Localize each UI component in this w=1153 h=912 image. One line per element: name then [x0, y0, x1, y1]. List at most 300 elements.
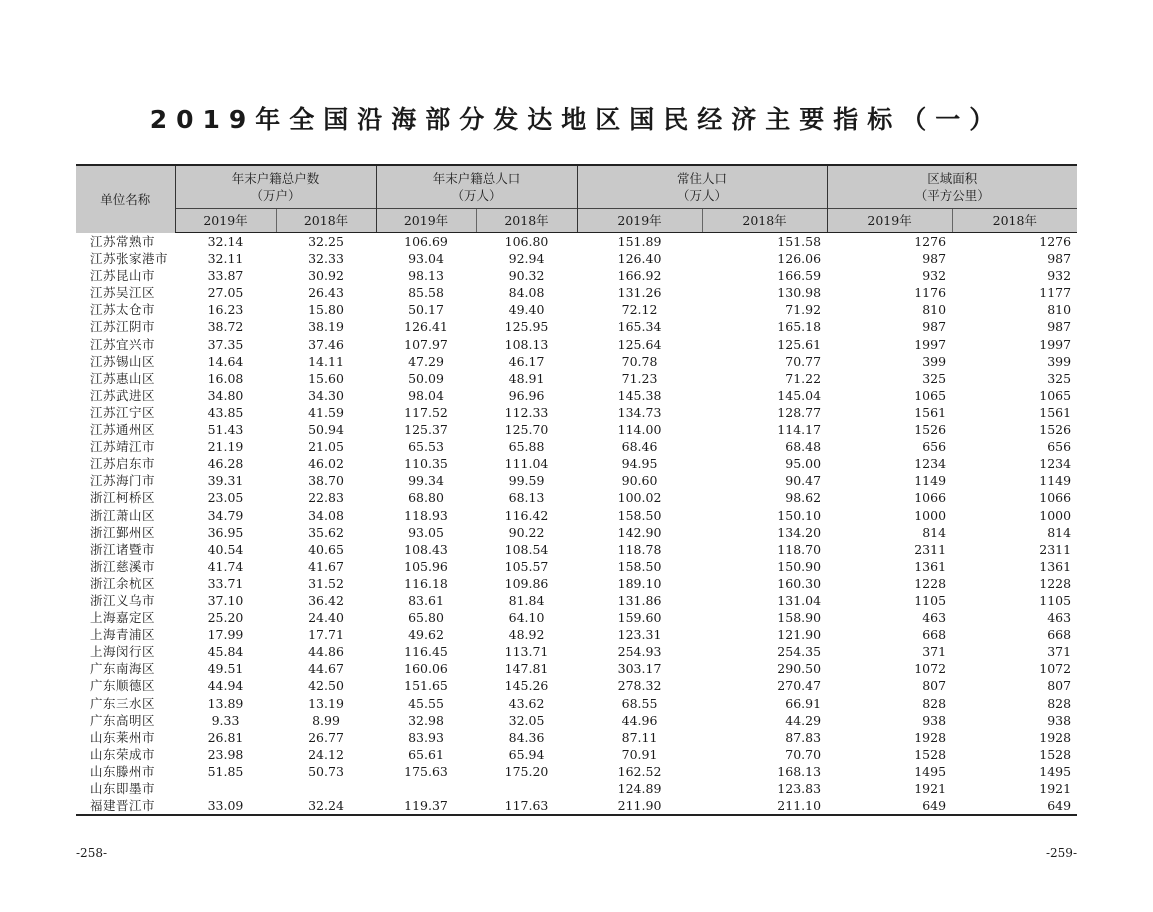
cell-area-2019: 1361	[914, 558, 947, 574]
cell-resident-pop-2019: 303.17	[617, 661, 662, 677]
header-year-area-2018: 2018年	[952, 209, 1077, 233]
table-row	[76, 592, 1077, 609]
cell-households-2019: 41.74	[207, 558, 244, 574]
cell-resident-pop-2019: 94.95	[621, 456, 658, 472]
cell-resident-pop-2019: 124.89	[617, 781, 662, 796]
cell-households-2019: 39.31	[207, 473, 244, 489]
cell-area-2018: 1177	[1039, 285, 1072, 301]
cell-area-2019: 1000	[914, 507, 947, 523]
cell-households-2019: 38.72	[207, 319, 244, 335]
cell-households-2019: 51.85	[207, 763, 244, 779]
header-group-area-name: 区域面积	[927, 171, 978, 186]
cell-resident-pop-2019: 131.26	[617, 285, 662, 301]
table-row	[76, 387, 1077, 404]
cell-registered-pop-2018: 113.71	[504, 644, 549, 660]
cell-households-2019: 26.81	[207, 729, 244, 745]
cell-registered-pop-2018: 99.59	[508, 473, 545, 489]
cell-resident-pop-2018: 166.59	[777, 268, 822, 284]
cell-area-2019: 1928	[914, 729, 947, 745]
row-unit-name: 广东顺德区	[90, 678, 156, 694]
cell-registered-pop-2019: 151.65	[404, 678, 448, 694]
cell-resident-pop-2019: 125.64	[617, 336, 662, 352]
table-row	[76, 541, 1077, 558]
cell-area-2019: 1149	[914, 473, 947, 489]
cell-resident-pop-2018: 95.00	[785, 456, 822, 472]
cell-households-2018: 24.40	[308, 610, 344, 626]
table-row	[76, 780, 1077, 797]
cell-households-2018: 22.83	[308, 490, 344, 506]
cell-registered-pop-2019	[376, 780, 476, 797]
cell-registered-pop-2019: 50.17	[408, 302, 444, 318]
table-row	[76, 267, 1077, 284]
table-row	[76, 729, 1077, 746]
cell-resident-pop-2019: 278.32	[617, 678, 662, 694]
cell-registered-pop-2018: 92.94	[508, 251, 545, 267]
header-year-registered-2018: 2018年	[476, 209, 577, 233]
header-group-resident-population-unit: （万人）	[677, 188, 728, 203]
cell-area-2019: 1065	[914, 387, 947, 403]
cell-registered-pop-2018: 106.80	[504, 234, 549, 249]
cell-resident-pop-2019: 90.60	[621, 473, 658, 489]
cell-households-2018: 31.52	[308, 575, 344, 591]
cell-registered-pop-2019: 68.80	[408, 490, 444, 506]
row-unit-name: 上海闵行区	[90, 644, 156, 660]
cell-registered-pop-2019: 106.69	[404, 234, 448, 249]
cell-area-2018: 1105	[1039, 592, 1072, 608]
cell-resident-pop-2019: 68.46	[621, 439, 658, 455]
cell-households-2019: 14.64	[207, 353, 244, 369]
table-row	[76, 233, 1077, 251]
table-row	[76, 507, 1077, 524]
cell-area-2019: 938	[922, 712, 947, 728]
header-year-registered-2019: 2019年	[376, 209, 476, 233]
cell-registered-pop-2019: 126.41	[404, 319, 448, 335]
cell-households-2019: 13.89	[207, 695, 244, 711]
cell-registered-pop-2019: 83.61	[408, 592, 444, 608]
cell-area-2018: 1066	[1039, 490, 1072, 506]
table-row	[76, 677, 1077, 694]
cell-resident-pop-2019: 70.91	[621, 746, 658, 762]
cell-registered-pop-2019: 98.13	[408, 268, 444, 284]
cell-registered-pop-2018: 90.22	[508, 524, 545, 540]
cell-registered-pop-2018: 43.62	[508, 695, 545, 711]
cell-resident-pop-2019: 189.10	[617, 575, 662, 591]
table-row	[76, 712, 1077, 729]
cell-area-2019: 1528	[914, 746, 947, 762]
cell-households-2018: 30.92	[308, 268, 344, 284]
cell-resident-pop-2019: 254.93	[617, 644, 662, 660]
cell-households-2018: 15.80	[308, 302, 344, 318]
table-row	[76, 438, 1077, 455]
row-unit-name: 江苏昆山市	[90, 268, 156, 284]
cell-households-2019: 51.43	[207, 422, 244, 438]
cell-households-2018: 26.43	[308, 285, 344, 301]
cell-area-2018: 938	[1047, 712, 1072, 728]
cell-area-2018: 1000	[1039, 507, 1072, 523]
cell-households-2018: 40.65	[308, 541, 344, 557]
cell-households-2019: 21.19	[207, 439, 244, 455]
table-row	[76, 763, 1077, 780]
cell-resident-pop-2018: 130.98	[777, 285, 822, 301]
row-unit-name: 江苏惠山区	[90, 370, 156, 386]
cell-households-2018: 32.33	[308, 251, 344, 267]
cell-resident-pop-2019: 166.92	[617, 268, 662, 284]
cell-registered-pop-2018: 117.63	[476, 797, 577, 815]
cell-area-2018: 1526	[1039, 422, 1072, 438]
row-unit-name: 山东滕州市	[90, 763, 156, 779]
cell-registered-pop-2019: 85.58	[408, 285, 444, 301]
cell-registered-pop-2019: 117.52	[404, 404, 448, 420]
cell-registered-pop-2019: 99.34	[408, 473, 444, 489]
cell-resident-pop-2018: 168.13	[777, 763, 822, 779]
cell-area-2018: 1234	[1039, 456, 1072, 472]
cell-households-2019: 45.84	[207, 644, 244, 660]
cell-resident-pop-2018: 71.22	[785, 370, 822, 386]
row-unit-name: 山东莱州市	[90, 729, 156, 745]
cell-households-2019: 33.71	[207, 575, 244, 591]
row-unit-name: 浙江柯桥区	[90, 490, 156, 506]
cell-resident-pop-2018: 165.18	[777, 319, 822, 335]
table-row	[76, 370, 1077, 387]
cell-area-2018: 1361	[1039, 558, 1072, 574]
cell-area-2019: 371	[922, 644, 947, 660]
cell-resident-pop-2019: 158.50	[617, 558, 662, 574]
cell-registered-pop-2018: 125.95	[504, 319, 549, 335]
cell-resident-pop-2018: 290.50	[777, 661, 822, 677]
cell-households-2018: 44.67	[308, 661, 344, 677]
cell-registered-pop-2018: 32.05	[508, 712, 545, 728]
row-unit-name: 江苏启东市	[90, 456, 156, 472]
cell-resident-pop-2018: 87.83	[785, 729, 822, 745]
table-row	[76, 284, 1077, 301]
cell-registered-pop-2018: 109.86	[504, 575, 549, 591]
row-unit-name: 广东南海区	[90, 661, 156, 677]
cell-area-2019: 1921	[914, 781, 947, 796]
cell-registered-pop-2018: 48.92	[508, 627, 545, 643]
header-group-registered-population	[376, 165, 577, 209]
cell-registered-pop-2018: 108.54	[504, 541, 549, 557]
cell-resident-pop-2019: 68.55	[621, 695, 658, 711]
cell-area-2018: 1495	[1039, 763, 1072, 779]
table-row	[76, 318, 1077, 335]
header-year-households-2018: 2018年	[276, 209, 376, 233]
cell-area-2019: 325	[922, 370, 947, 386]
cell-households-2018: 50.94	[308, 422, 344, 438]
cell-households-2018: 24.12	[308, 746, 344, 762]
cell-households-2018: 14.11	[308, 353, 344, 369]
cell-area-2018: 807	[1047, 678, 1072, 694]
cell-resident-pop-2019: 44.96	[621, 712, 658, 728]
cell-registered-pop-2019: 110.35	[404, 456, 448, 472]
cell-area-2018: 463	[1047, 610, 1072, 626]
header-group-area	[827, 165, 1077, 209]
cell-resident-pop-2018: 254.35	[777, 644, 822, 660]
cell-households-2018: 8.99	[312, 712, 340, 728]
cell-registered-pop-2018: 46.17	[508, 353, 545, 369]
page-title: 2019年全国沿海部分发达地区国民经济主要指标（一）	[149, 105, 1004, 134]
cell-resident-pop-2018: 160.30	[777, 575, 822, 591]
cell-resident-pop-2019: 70.78	[621, 353, 658, 369]
cell-area-2018: 1928	[1039, 729, 1072, 745]
cell-resident-pop-2019: 151.89	[617, 234, 662, 249]
cell-households-2019: 9.33	[211, 712, 240, 728]
cell-registered-pop-2018: 116.42	[504, 507, 549, 523]
cell-households-2019: 32.11	[207, 251, 244, 267]
cell-households-2019: 33.09	[175, 797, 276, 815]
header-group-registered-population-name: 年末户籍总人口	[432, 171, 521, 186]
cell-registered-pop-2019: 32.98	[408, 712, 444, 728]
cell-registered-pop-2019: 175.63	[404, 763, 448, 779]
cell-area-2018: 2311	[1039, 541, 1072, 557]
cell-households-2018: 32.24	[276, 797, 376, 815]
cell-households-2018: 36.42	[308, 592, 344, 608]
header-group-resident-population	[577, 165, 827, 209]
cell-resident-pop-2019: 211.90	[577, 797, 702, 815]
cell-area-2018: 1149	[1039, 473, 1072, 489]
cell-area-2019: 1072	[914, 661, 947, 677]
indicator-table	[76, 164, 1077, 816]
cell-resident-pop-2018: 158.90	[777, 610, 822, 626]
row-unit-name: 山东即墨市	[90, 781, 156, 796]
table-body	[76, 233, 1077, 816]
cell-registered-pop-2019: 50.09	[408, 370, 444, 386]
cell-households-2018: 38.19	[308, 319, 344, 335]
cell-registered-pop-2018	[476, 780, 577, 797]
row-unit-name: 广东高明区	[90, 712, 156, 728]
row-unit-name: 江苏靖江市	[90, 439, 156, 455]
header-group-households	[175, 165, 376, 209]
cell-area-2019: 649	[827, 797, 952, 815]
row-unit-name: 浙江慈溪市	[90, 558, 156, 574]
cell-registered-pop-2019: 105.96	[404, 558, 448, 574]
header-group-resident-population-name: 常住人口	[677, 171, 728, 186]
cell-registered-pop-2019: 116.45	[404, 644, 448, 660]
row-unit-name: 江苏张家港市	[90, 251, 169, 267]
cell-resident-pop-2019: 131.86	[617, 592, 662, 608]
cell-resident-pop-2018: 68.48	[785, 439, 822, 455]
table-row	[76, 695, 1077, 712]
cell-resident-pop-2018: 70.77	[785, 353, 822, 369]
table-row	[76, 797, 1077, 815]
table-row	[76, 336, 1077, 353]
cell-area-2019: 399	[922, 353, 947, 369]
cell-resident-pop-2019: 71.23	[621, 370, 658, 386]
cell-resident-pop-2019: 118.78	[617, 541, 662, 557]
table-row	[76, 472, 1077, 489]
cell-area-2019: 2311	[914, 541, 947, 557]
cell-area-2018: 1072	[1039, 661, 1072, 677]
cell-area-2018: 987	[1047, 319, 1072, 335]
row-unit-name: 江苏江阴市	[90, 319, 156, 335]
cell-resident-pop-2019: 159.60	[617, 610, 662, 626]
cell-resident-pop-2019: 126.40	[617, 251, 662, 267]
cell-registered-pop-2019: 116.18	[404, 575, 448, 591]
cell-registered-pop-2019: 125.37	[404, 422, 448, 438]
table-row	[76, 250, 1077, 267]
table-row	[76, 643, 1077, 660]
cell-registered-pop-2018: 111.04	[504, 456, 549, 472]
cell-area-2018: 1561	[1039, 404, 1072, 420]
header-group-households-name: 年末户籍总户数	[231, 171, 320, 186]
cell-area-2018: 1065	[1039, 387, 1072, 403]
cell-registered-pop-2018: 64.10	[508, 610, 545, 626]
table-row	[76, 609, 1077, 626]
cell-households-2018: 41.67	[308, 558, 344, 574]
cell-resident-pop-2018: 145.04	[777, 387, 822, 403]
cell-area-2019: 987	[922, 319, 947, 335]
cell-households-2019: 25.20	[207, 610, 244, 626]
row-unit-name: 江苏江宁区	[90, 404, 156, 420]
cell-households-2019: 27.05	[207, 285, 244, 301]
cell-registered-pop-2019: 93.04	[408, 251, 444, 267]
cell-area-2019: 1066	[914, 490, 947, 506]
cell-households-2019: 23.98	[207, 746, 244, 762]
table-row	[76, 524, 1077, 541]
cell-area-2018: 932	[1047, 268, 1072, 284]
cell-area-2019: 987	[922, 251, 947, 267]
cell-registered-pop-2018: 96.96	[508, 387, 545, 403]
cell-resident-pop-2018: 123.83	[777, 781, 822, 796]
cell-registered-pop-2019: 98.04	[408, 387, 444, 403]
row-unit-name: 上海青浦区	[90, 627, 156, 643]
cell-households-2018: 21.05	[308, 439, 344, 455]
cell-resident-pop-2018: 71.92	[785, 302, 822, 318]
cell-households-2018: 42.50	[308, 678, 344, 694]
cell-area-2019: 1561	[914, 404, 947, 420]
cell-area-2018: 1997	[1039, 336, 1072, 352]
cell-registered-pop-2019: 49.62	[408, 627, 444, 643]
cell-registered-pop-2018: 49.40	[508, 302, 545, 318]
cell-resident-pop-2019: 142.90	[617, 524, 662, 540]
cell-area-2018: 987	[1047, 251, 1072, 267]
row-unit-name: 浙江诸暨市	[90, 541, 156, 557]
cell-resident-pop-2019: 123.31	[617, 627, 662, 643]
table-row	[76, 575, 1077, 592]
cell-area-2018: 649	[952, 797, 1077, 815]
cell-resident-pop-2019: 145.38	[617, 387, 662, 403]
cell-households-2019: 44.94	[207, 678, 244, 694]
cell-area-2019: 807	[922, 678, 947, 694]
cell-registered-pop-2019: 65.53	[408, 439, 444, 455]
header-group-registered-population-unit: （万人）	[451, 188, 502, 203]
row-unit-name: 江苏宜兴市	[90, 336, 156, 352]
cell-households-2018: 17.71	[308, 627, 344, 643]
cell-registered-pop-2018: 48.91	[508, 370, 545, 386]
cell-households-2018: 46.02	[308, 456, 344, 472]
cell-households-2019: 37.10	[207, 592, 244, 608]
cell-area-2018: 668	[1047, 627, 1072, 643]
cell-resident-pop-2019: 72.12	[621, 302, 658, 318]
cell-resident-pop-2018: 121.90	[777, 627, 822, 643]
table-row	[76, 301, 1077, 318]
cell-households-2018: 26.77	[308, 729, 344, 745]
cell-households-2019: 36.95	[207, 524, 244, 540]
row-unit-name: 江苏常熟市	[90, 233, 156, 249]
table-row	[76, 421, 1077, 438]
cell-registered-pop-2018: 65.94	[508, 746, 545, 762]
table-row	[76, 404, 1077, 421]
cell-registered-pop-2019: 93.05	[408, 524, 444, 540]
cell-resident-pop-2018: 118.70	[777, 541, 822, 557]
cell-households-2018: 50.73	[308, 763, 344, 779]
cell-registered-pop-2018: 145.26	[504, 678, 549, 694]
cell-resident-pop-2018: 150.90	[777, 558, 822, 574]
cell-area-2018: 814	[1047, 524, 1072, 540]
cell-area-2019: 1276	[914, 234, 947, 249]
cell-registered-pop-2018: 125.70	[504, 422, 549, 438]
cell-area-2019: 1176	[914, 285, 947, 301]
cell-area-2018: 399	[1047, 353, 1072, 369]
cell-area-2019: 1105	[914, 592, 947, 608]
cell-area-2018: 656	[1047, 439, 1072, 455]
row-unit-name: 江苏海门市	[90, 473, 156, 489]
table-row	[76, 455, 1077, 472]
cell-resident-pop-2018: 150.10	[777, 507, 822, 523]
cell-area-2019: 668	[922, 627, 947, 643]
cell-households-2019: 43.85	[207, 404, 244, 420]
cell-households-2019: 34.80	[207, 387, 244, 403]
row-unit-name: 江苏锡山区	[90, 353, 156, 369]
cell-households-2018: 35.62	[308, 524, 344, 540]
cell-area-2018: 1228	[1039, 575, 1072, 591]
cell-resident-pop-2019: 162.52	[617, 763, 662, 779]
cell-resident-pop-2018: 270.47	[777, 678, 822, 694]
cell-registered-pop-2018: 81.84	[508, 592, 545, 608]
cell-households-2019: 23.05	[207, 490, 244, 506]
cell-registered-pop-2019: 65.61	[408, 746, 444, 762]
cell-households-2018: 15.60	[308, 370, 344, 386]
cell-area-2019: 656	[922, 439, 947, 455]
cell-registered-pop-2018: 84.36	[508, 729, 545, 745]
cell-area-2019: 828	[922, 695, 947, 711]
cell-resident-pop-2018: 126.06	[777, 251, 822, 267]
right-page-number: -259-	[1045, 846, 1077, 860]
cell-registered-pop-2018: 112.33	[504, 404, 549, 420]
header-group-households-unit: （万户）	[250, 188, 301, 203]
table-row	[76, 660, 1077, 677]
cell-registered-pop-2018: 108.13	[504, 336, 549, 352]
cell-area-2018: 1276	[1039, 234, 1072, 249]
cell-households-2018: 32.25	[308, 234, 344, 249]
cell-area-2018: 1528	[1039, 746, 1072, 762]
cell-registered-pop-2018: 68.13	[508, 490, 545, 506]
cell-area-2019: 1495	[914, 763, 947, 779]
cell-area-2019: 1234	[914, 456, 947, 472]
cell-area-2019: 814	[922, 524, 947, 540]
cell-area-2019: 1997	[914, 336, 947, 352]
cell-resident-pop-2019: 165.34	[617, 319, 662, 335]
row-unit-name: 浙江萧山区	[90, 507, 156, 523]
cell-resident-pop-2019: 158.50	[617, 507, 662, 523]
cell-resident-pop-2018: 44.29	[785, 712, 822, 728]
cell-area-2018: 371	[1047, 644, 1072, 660]
cell-resident-pop-2018: 125.61	[777, 336, 822, 352]
cell-area-2019: 1526	[914, 422, 947, 438]
cell-households-2019: 37.35	[207, 336, 244, 352]
header-year-area-2019: 2019年	[827, 209, 952, 233]
cell-resident-pop-2018: 151.58	[777, 234, 822, 249]
table-row	[76, 558, 1077, 575]
cell-resident-pop-2018: 211.10	[702, 797, 827, 815]
row-unit-name: 浙江鄞州区	[90, 524, 156, 540]
cell-registered-pop-2019: 83.93	[408, 729, 444, 745]
cell-households-2019: 40.54	[207, 541, 244, 557]
cell-households-2018: 37.46	[308, 336, 344, 352]
row-unit-name: 山东荣成市	[90, 746, 156, 762]
cell-area-2019: 810	[922, 302, 947, 318]
cell-registered-pop-2018: 105.57	[504, 558, 549, 574]
row-unit-name: 福建晋江市	[76, 797, 175, 815]
